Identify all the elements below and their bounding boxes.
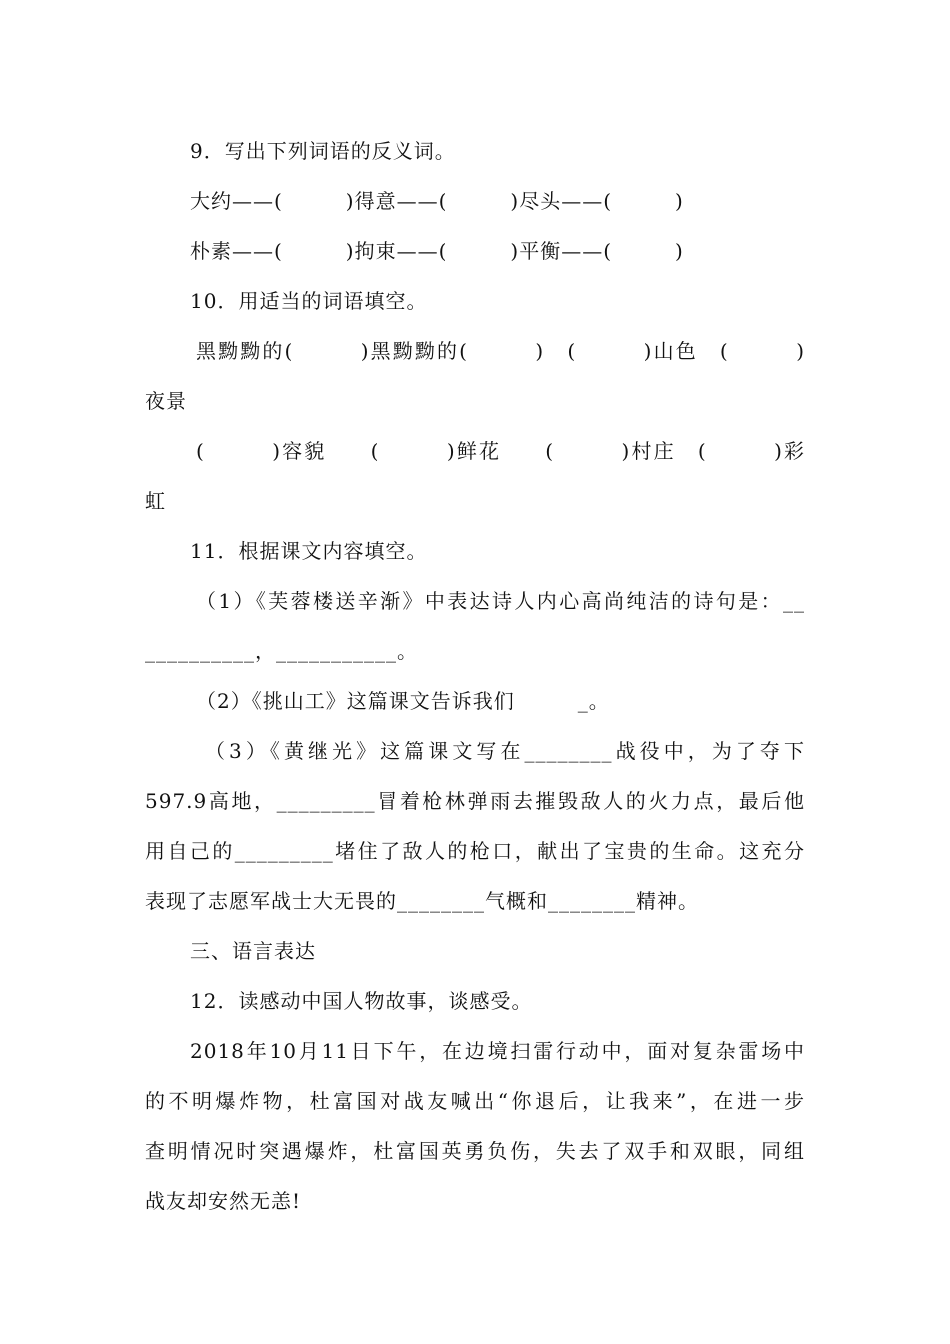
q12-paragraph-line4: 战友却安然无恙! — [145, 1189, 302, 1213]
q10-title: 10．用适当的词语填空。 — [190, 289, 428, 313]
q11-part3-line4: 表现了志愿军战士大无畏的________气概和________精神。 — [145, 889, 699, 913]
section-3-heading: 三、语言表达 — [190, 939, 316, 963]
q11-part3-line2: 597.9高地，_________冒着枪林弹雨去摧毁敌人的火力点，最后他 — [145, 789, 805, 813]
q12-title: 12．读感动中国人物故事，谈感受。 — [190, 989, 533, 1013]
q11-part2: （2）《挑山工》这篇课文告诉我们 _。 — [196, 689, 610, 713]
q12-paragraph-line2: 的不明爆炸物，杜富国对战友喊出“你退后，让我来”，在进一步 — [145, 1089, 805, 1113]
q11-part3-line1: （3）《黄继光》这篇课文写在________战役中，为了夺下 — [205, 739, 805, 763]
q9-title: 9．写出下列词语的反义词。 — [190, 139, 456, 163]
q11-part1-line1: （1）《芙蓉楼送辛渐》中表达诗人内心高尚纯洁的诗句是：__ — [196, 589, 805, 613]
q11-part1-line2: __________，___________。 — [145, 639, 418, 663]
q10-row-1b: 夜景 — [145, 389, 187, 413]
q10-row-2a: ( )容貌 ( )鲜花 ( )村庄 ( )彩 — [196, 439, 805, 463]
q10-row-2b: 虹 — [145, 489, 166, 513]
q12-paragraph-line1: 2018年10月11日下午，在边境扫雷行动中，面对复杂雷场中 — [190, 1039, 805, 1063]
q11-part3-line3: 用自己的_________堵住了敌人的枪口，献出了宝贵的生命。这充分 — [145, 839, 805, 863]
q9-row-1: 大约——( )得意——( )尽头——( ) — [190, 189, 684, 213]
q12-paragraph-line3: 查明情况时突遇爆炸，杜富国英勇负伤，失去了双手和双眼，同组 — [145, 1139, 805, 1163]
q11-title: 11．根据课文内容填空。 — [190, 539, 428, 563]
q10-row-1a: 黑黝黝的( )黑黝黝的( ) ( )山色 ( ) — [196, 339, 805, 363]
q9-row-2: 朴素——( )拘束——( )平衡——( ) — [190, 239, 684, 263]
